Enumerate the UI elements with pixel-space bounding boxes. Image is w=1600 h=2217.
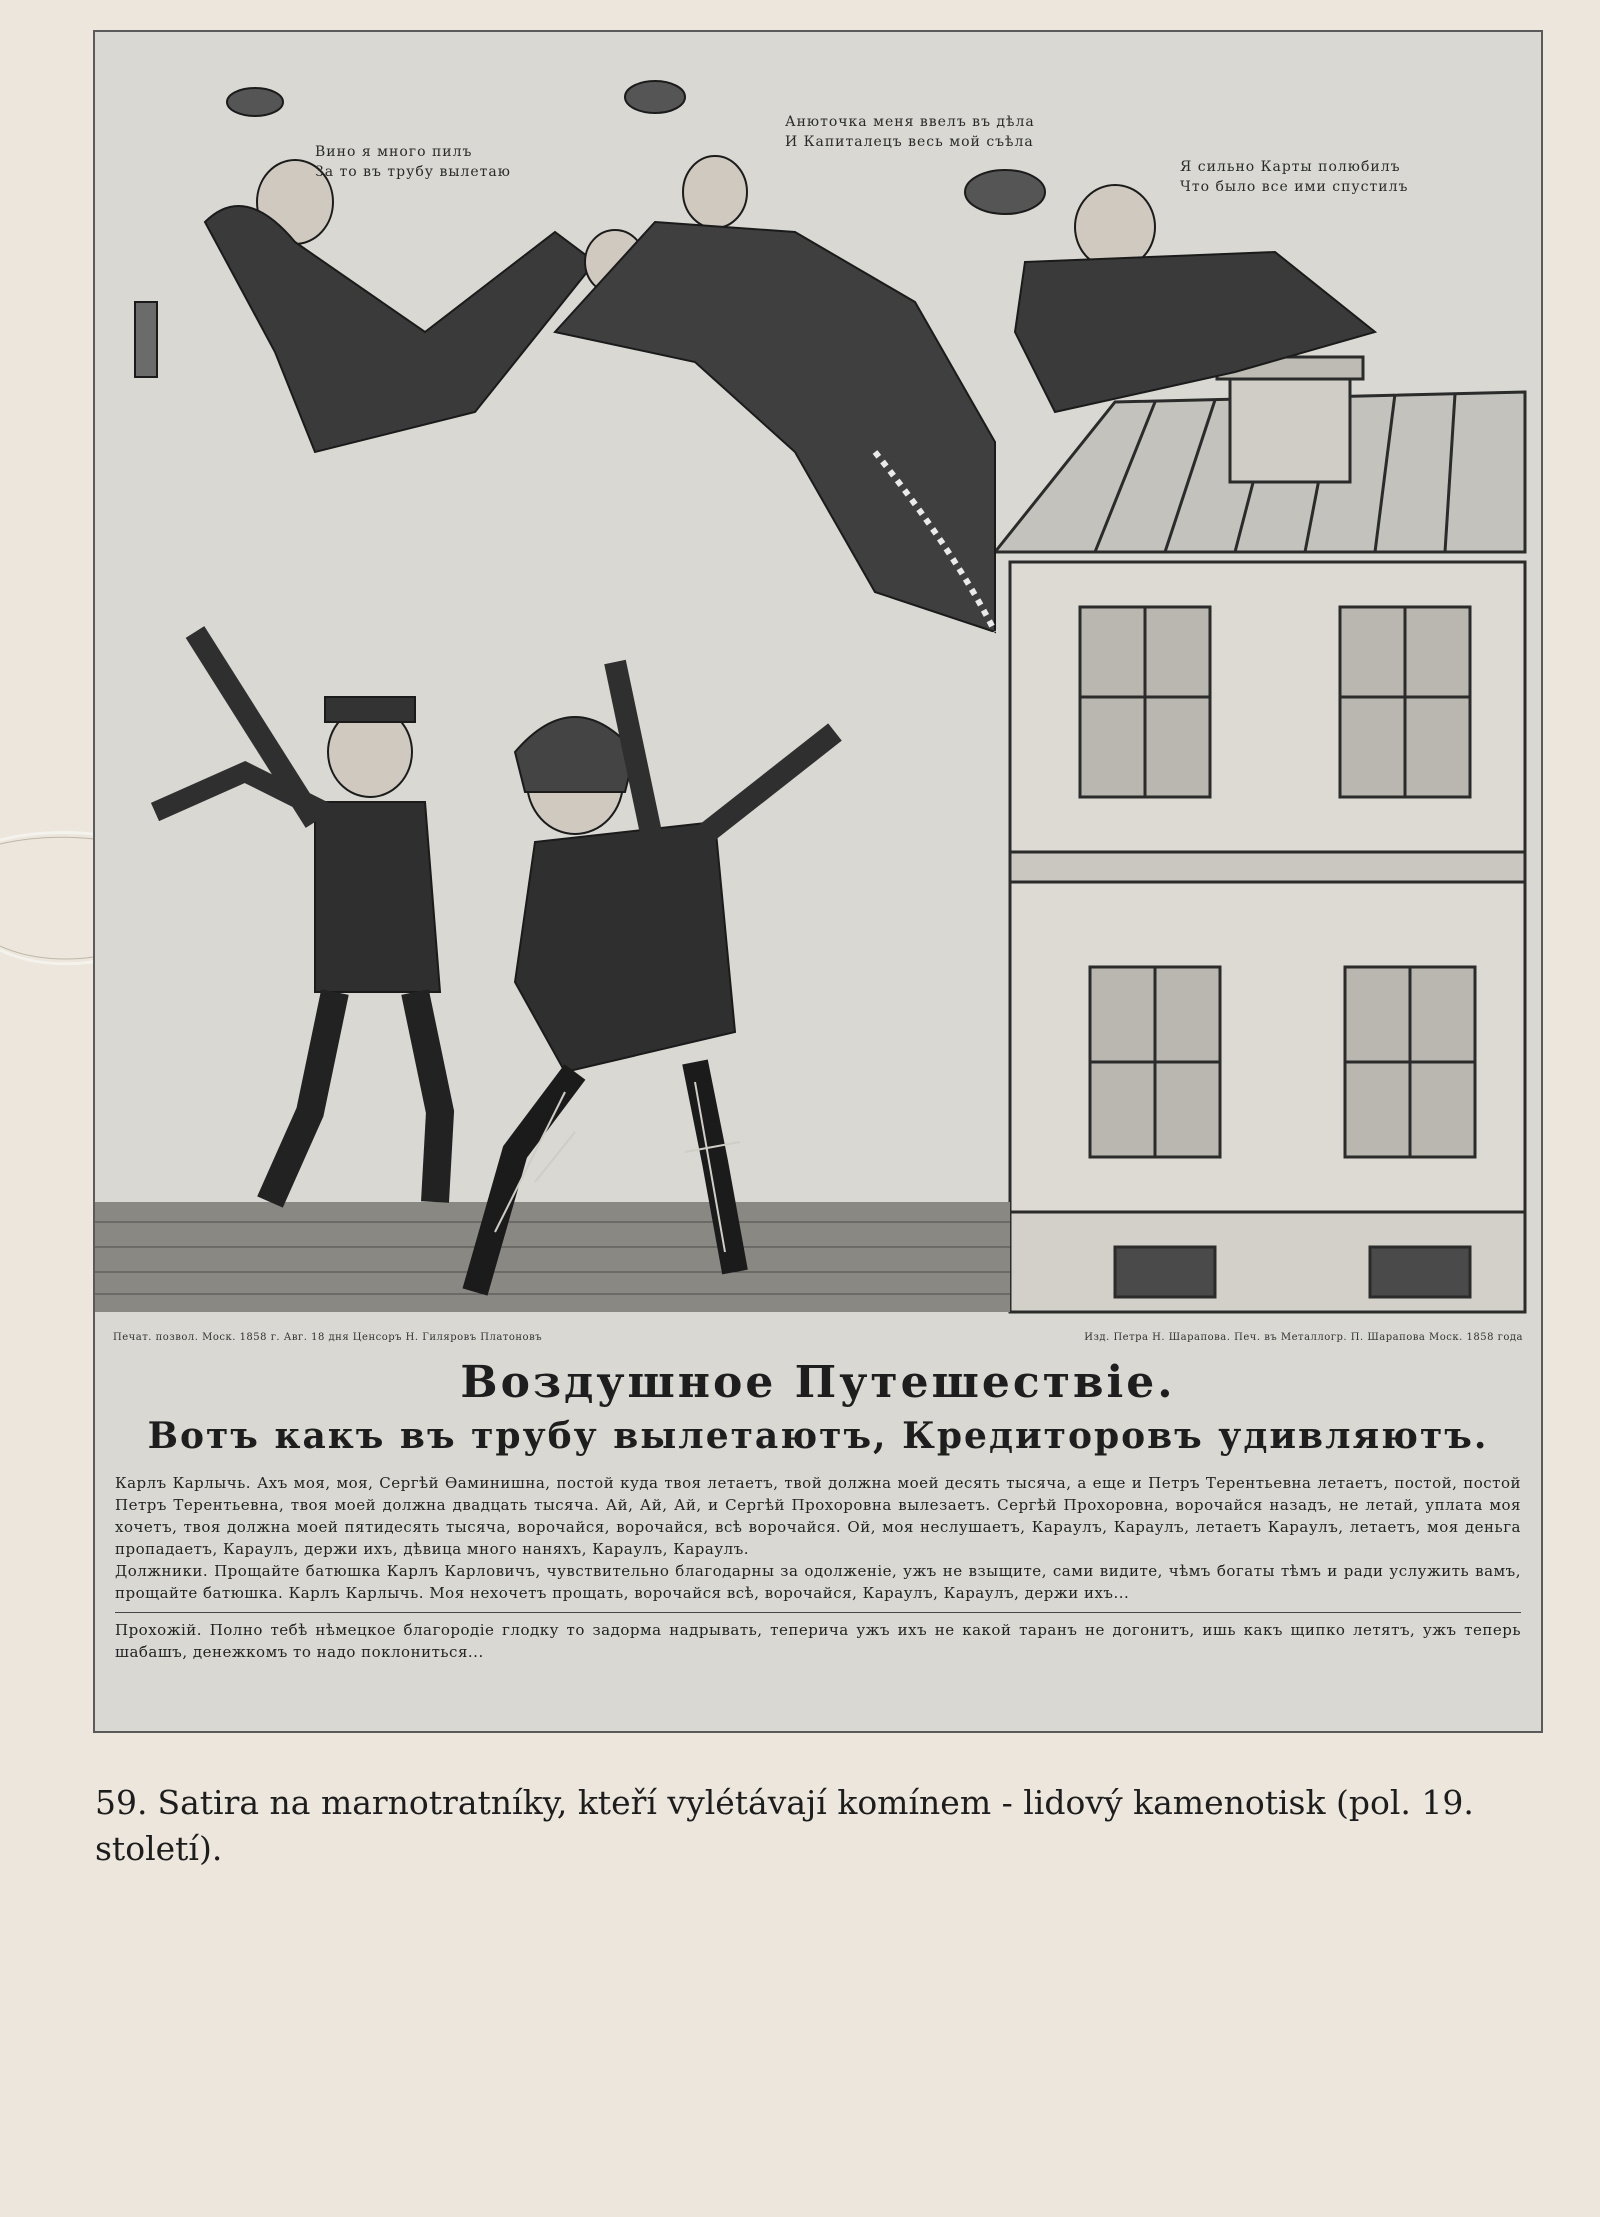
print-title: Воздушное Путешествiе. (460, 1357, 1176, 1408)
speech-left: Вино я много пилъ За то въ трубу вылетаю (315, 144, 511, 180)
lithograph-illustration (95, 32, 1543, 1332)
dialogue-debtors: Должники. Прощайте батюшка Карлъ Карловичъ, чувствительно благодарны за одолженiе, ужъ не взыщите, сами видите, чѣмъ богаты тѣмъ и ради услужить вамъ, прощайте батюшка. Карлъ Карлычь. Моя нехочетъ прощать, ворочайся всѣ, ворочайся, Караулъ, Караулъ, держи ихъ... (115, 1562, 1521, 1602)
lithograph-print (93, 30, 1543, 1733)
print-subtitle: Вотъ какъ въ трубу вылетаютъ, Кредиторовъ удивляютъ. (147, 1415, 1489, 1457)
speech-middle: Анюточка меня ввелъ въ дѣла И Капиталецъ весь мой съѣла (785, 114, 1035, 150)
dialogue-divider (115, 1612, 1521, 1613)
caption-number: 59. (95, 1783, 148, 1822)
credits-left: Печат. позвол. Моск. 1858 г. Авг. 18 дня Ценсоръ Н. Гиляровъ Платоновъ (113, 1332, 543, 1343)
dialogue-passerby: Прохожiй. Полно тебѣ нѣмецкое благородiе глодку то задорма надрывать, теперича ужъ ихъ не какой таранъ не догонитъ, ишь какъ щипко летятъ, ужъ теперь шабашъ, денежкомъ то надо поклониться... (115, 1621, 1521, 1661)
dialogue-karl: Карлъ Карлычь. Ахъ моя, моя, Сергѣй Ѳаминишна, постой куда твоя летаетъ, твой должна моей десять тысяча, а еще и Петръ Терентьевна летаетъ, постой, постой Петръ Терентьевна, твоя моей должна двадцать тысяча. Ай, Ай, Ай, и Сергѣй Прохоровна вылезаетъ. Сергѣй Прохоровна, ворочайся назадъ, не летай, уплата моя хочетъ, твоя должна моей пятидесять тысяча, ворочайся, ворочайся, всѣ ворочайся. Ой, моя неслушаетъ, Караулъ, Караулъ, летаетъ Караулъ, летаетъ, моя деньга пропадаетъ, Караулъ, держи ихъ, дѣвица много наняхъ, Караулъ, Караулъ. (115, 1474, 1521, 1558)
credits-right: Изд. Петра Н. Шарапова. Печ. въ Металлогр. П. Шарапова Моск. 1858 года (1084, 1332, 1523, 1343)
building (995, 357, 1525, 1312)
speech-right: Я сильно Карты полюбилъ Что было все ими спустилъ (1180, 159, 1409, 195)
caption-text: Satira na marnotratníky, kteří vylétávají komínem - lidový kamenotisk (pol. 19. století). (95, 1783, 1474, 1868)
figure-caption (95, 1780, 1545, 1872)
print-dialogue (115, 1472, 1521, 1663)
